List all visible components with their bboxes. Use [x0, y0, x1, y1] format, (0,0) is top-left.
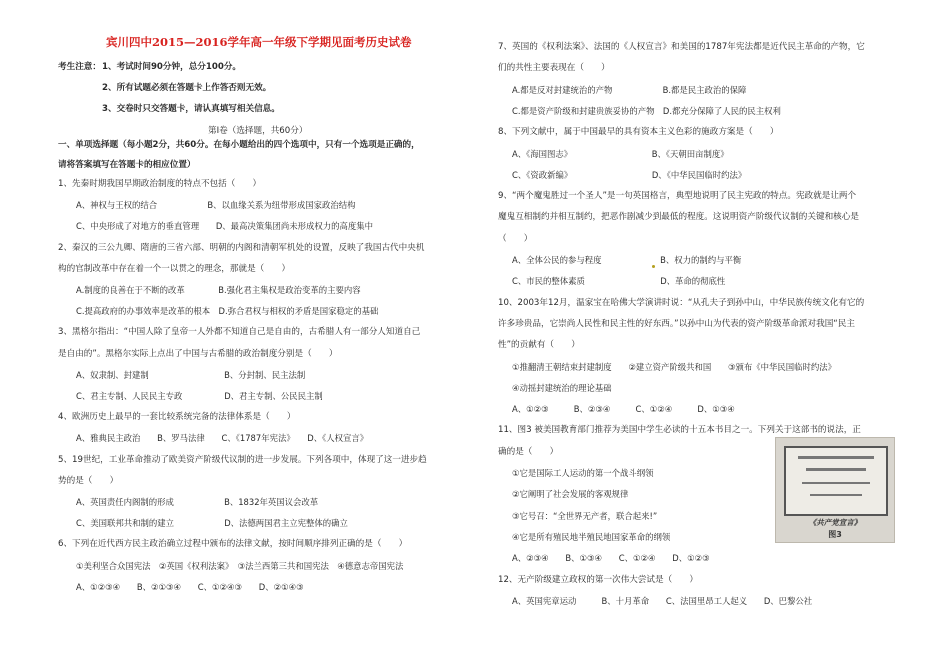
answer-option-line: C.提高政府的办事效率是改革的根本 D.弥合君权与相权的矛盾是国家稳定的基础: [76, 306, 379, 317]
question-line: 5、19世纪，工业革命推动了欧美资产阶级代议制的进一步发展。下列各项中，体现了这一进步趋: [58, 454, 427, 465]
answer-option-line: ④它是所有殖民地半殖民地国家革命的纲领: [512, 531, 671, 542]
question-line: 4、欧洲历史上最早的一套比较系统完备的法律体系是（ ）: [58, 412, 296, 423]
section-title: 第Ⅰ卷（选择题，共60分）: [208, 126, 308, 136]
question-line: 7、英国的《权利法案》、法国的《人权宣言》和美国的1787年宪法都是近代民主革命的产物，它: [498, 42, 865, 52]
answer-option-line: C.都是资产阶级和封建贵族妥协的产物 D.都充分保障了人民的民主权利: [512, 105, 781, 116]
figure-label: 图3: [828, 530, 842, 539]
question-line: 性”的贡献有（ ）: [498, 340, 580, 351]
question-line: 10、2003年12月，温家宝在哈佛大学演讲时说：“从孔夫子到孙中山，中华民族传统文化有它的: [498, 297, 865, 308]
answer-option-line: A.都是反对封建统治的产物 B.都是民主政治的保障: [512, 84, 747, 95]
exam-title: 宾川四中2015—2016学年高一年级下学期见面考历史试卷: [106, 35, 412, 49]
answer-option-line: C、美国联邦共和制的建立 D、法德两国君主立宪整体的确立: [76, 518, 348, 529]
figure-3-image: [775, 437, 895, 543]
question-line: 1、先秦时期我国早期政治制度的特点不包括（ ）: [58, 179, 262, 189]
figure-caption: 《共产党宣言》: [808, 518, 862, 527]
question-line: 3、黑格尔指出：“中国人除了皇帝一人外都不知道自己是自由的，古希腊人有一部分人知道自己: [58, 327, 421, 338]
answer-option-line: A、《海国图志》 B、《天朝田亩制度》: [512, 148, 729, 159]
question-line: 们的共性主要表现在（ ）: [498, 63, 610, 74]
answer-option-line: A、②③④ B、①③④ C、①②④ D、①②③: [512, 553, 710, 564]
question-line: 11、图3 被美国教育部门推荐为美国中学生必读的十五本书目之一。下列关于这部书的说法，正: [498, 425, 861, 436]
question-line: 是自由的”。黑格尔实际上点出了中国与古希腊的政治制度分别是（ ）: [58, 348, 338, 359]
answer-option-line: A、全体公民的参与程度 B、权力的制约与平衡: [512, 255, 742, 265]
section-desc-1: 一、单项选择题（每小题2分，共60分。在每小题给出的四个选项中，只有一个选项是正确的，: [58, 140, 420, 150]
answer-option-line: A、神权与王权的结合 B、以血缘关系为纽带形成国家政治结构: [76, 200, 356, 211]
question-line: 12、无产阶级建立政权的第一次伟大尝试是（ ）: [498, 574, 698, 585]
question-line: 8、下列文献中，属于中国最早的具有资本主义色彩的施政方案是（ ）: [498, 127, 779, 138]
speck-mark: [652, 265, 655, 268]
question-line: 9、“两个魔鬼胜过一个圣人”是一句英国格言，典型地说明了民主宪政的特点。宪政就是让两个: [498, 191, 857, 202]
answer-option-line: ①美利坚合众国宪法 ②英国《权利法案》 ③法兰西第三共和国宪法 ④德意志帝国宪法: [76, 560, 404, 571]
notice-1: 1、考试时间90分钟，总分100分。: [102, 62, 242, 72]
answer-option-line: A、①②③④ B、②①③④ C、①②④③ D、②①④③: [76, 581, 304, 592]
question-line: 确的是（ ）: [498, 446, 559, 457]
question-line: 2、秦汉的三公九卿、隋唐的三省六部、明朝的内阁和清朝军机处的设置，反映了我国古代中央机: [58, 242, 425, 253]
question-line: 魔鬼互相制约并相互制约，把恶作剧减少到最低的程度。这说明资产阶级代议制的关键和核心是: [498, 212, 859, 223]
answer-option-line: C、《资政新编》 D、《中华民国临时约法》: [512, 169, 747, 180]
notice-label: 考生注意：: [58, 62, 101, 72]
answer-option-line: ②它阐明了社会发展的客观规律: [512, 489, 629, 500]
question-line: 势的是（ ）: [58, 475, 119, 486]
question-line: 许多珍贵品，它崇尚人民性和民主性的好东西。”以孙中山为代表的资产阶级革命派对我国“民主: [498, 318, 855, 329]
answer-option-line: A、英国责任内阁制的形成 B、1832年英国议会改革: [76, 497, 319, 507]
answer-option-line: A.制度的良善在于不断的改革 B.强化君主集权是政治变革的主要内容: [76, 285, 361, 295]
answer-option-line: ①推翻清王朝结束封建制度 ②建立资产阶级共和国 ③颁布《中华民国临时约法》: [512, 361, 837, 372]
answer-option-line: C、君主专制、人民民主专政 D、君主专制、公民民主制: [76, 391, 323, 401]
answer-option-line: C、市民的整体素质 D、革命的彻底性: [512, 276, 726, 287]
question-line: 6、下列在近代西方民主政治确立过程中颁布的法律文献，按时间顺序排列正确的是（ ）: [58, 539, 408, 550]
answer-option-line: A、①②③ B、②③④ C、①②④ D、①③④: [512, 404, 735, 415]
question-line: 构的官制改革中存在着一个一以贯之的理念，那就是（ ）: [58, 263, 291, 274]
book-cover: [784, 446, 888, 516]
answer-option-line: C、中央形成了对地方的垂直管理 D、最高决策集团尚未形成权力的高度集中: [76, 221, 374, 232]
question-line: （ ）: [498, 233, 533, 244]
answer-option-line: ③它号召：“全世界无产者，联合起来!”: [512, 510, 658, 521]
notice-3: 3、交卷时只交答题卡，请认真填写相关信息。: [102, 104, 280, 114]
notice-2: 2、所有试题必须在答题卡上作答否则无效。: [102, 83, 272, 93]
answer-option-line: ①它是国际工人运动的第一个战斗纲领: [512, 468, 654, 478]
answer-option-line: A、雅典民主政治 B、罗马法律 C、《1787年宪法》 D、《人权宣言》: [76, 433, 369, 444]
answer-option-line: A、英国宪章运动 B、十月革命 C、法国里昂工人起义 D、巴黎公社: [512, 595, 813, 606]
section-desc-2: 请将答案填写在答题卡的相应位置）: [58, 160, 196, 170]
answer-option-line: A、奴隶制、封建制 B、分封制、民主法制: [76, 369, 306, 380]
answer-option-line: ④动摇封建统治的理论基础: [512, 382, 612, 393]
